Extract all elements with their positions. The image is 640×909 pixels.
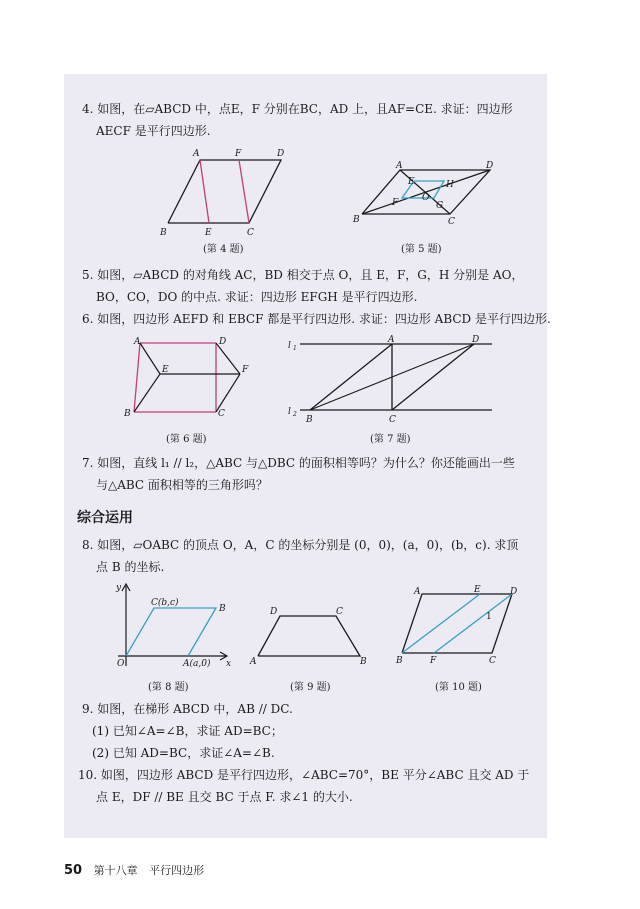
problem-4-text: 4. 如图，在▱ABCD 中，点E，F 分别在BC，AD 上，且AF=CE. 求证：四边形 — [82, 102, 513, 116]
svg-text:F: F — [430, 656, 437, 666]
figure-4 — [155, 148, 290, 238]
svg-text:B: B — [124, 409, 131, 419]
problem-5-text-cont: BO，CO，DO 的中点. 求证：四边形 EFGH 是平行四边形. — [96, 290, 418, 304]
problem-10-text-cont: 点 E，DF // BE 且交 BC 于点 F. 求∠1 的大小. — [96, 790, 353, 804]
svg-text:B: B — [219, 604, 226, 614]
svg-text:F: F — [235, 149, 242, 159]
problem-8-text: 8. 如图，▱OABC 的顶点 O，A，C 的坐标分别是 (0，0)，(a，0)，(b，c). 求顶 — [82, 538, 519, 552]
svg-text:O: O — [117, 659, 125, 669]
svg-text:E: E — [162, 365, 169, 375]
problem-10-text: 10. 如图，四边形 ABCD 是平行四边形，∠ABC=70°，BE 平分∠ABC 且交 AD 于 — [78, 768, 530, 782]
svg-text:B: B — [306, 415, 313, 425]
svg-text:A(a,0): A(a,0) — [183, 659, 211, 669]
svg-text:y: y — [116, 583, 122, 593]
caption-fig10: (第 10 题) — [435, 682, 482, 693]
problem-9-text: 9. 如图，在梯形 ABCD 中，AB // DC. — [82, 702, 293, 716]
svg-text:G: G — [436, 201, 444, 211]
svg-text:E: E — [205, 228, 212, 238]
problem-4-text-cont: AECF 是平行四边形. — [96, 124, 211, 138]
footer — [64, 862, 204, 878]
svg-text:E: E — [474, 585, 481, 595]
svg-text:C: C — [247, 228, 254, 238]
svg-text:1: 1 — [486, 612, 492, 622]
svg-text:C: C — [218, 409, 225, 419]
svg-text:H: H — [446, 180, 454, 190]
svg-text:A: A — [134, 337, 141, 347]
section-title: 综合运用 — [77, 510, 133, 526]
caption-fig5: (第 5 题) — [401, 244, 442, 255]
problem-7-text: 7. 如图，直线 l₁ // l₂，△ABC 与△DBC 的面积相等吗？为什么？你还能画出一些 — [82, 456, 515, 470]
svg-text:B: B — [353, 215, 360, 225]
svg-text:C: C — [389, 415, 396, 425]
figure-10 — [394, 586, 524, 666]
problem-9-sub1: (1) 已知∠A=∠B，求证 AD=BC； — [92, 724, 283, 738]
page-number: 50 — [64, 863, 83, 878]
svg-text:F: F — [392, 198, 399, 208]
figure-8 — [108, 580, 238, 675]
chapter-title: 平行四边形 — [149, 864, 205, 877]
svg-text:E: E — [408, 177, 415, 187]
svg-text:x: x — [226, 659, 232, 669]
chapter-label: 第十八章 — [93, 864, 138, 877]
svg-text:B: B — [396, 656, 403, 666]
svg-text:B: B — [360, 657, 367, 667]
svg-text:C: C — [336, 607, 343, 617]
svg-text:A: A — [388, 335, 395, 345]
caption-fig8: (第 8 题) — [148, 682, 189, 693]
problem-6-text: 6. 如图，四边形 AEFD 和 EBCF 都是平行四边形. 求证：四边形 ABCD 是平行四边形. — [82, 312, 551, 326]
caption-fig7: (第 7 题) — [370, 434, 411, 445]
svg-text:D: D — [486, 161, 494, 171]
problem-8-text-cont: 点 B 的坐标. — [96, 560, 165, 574]
svg-text:A: A — [193, 149, 200, 159]
caption-fig9: (第 9 题) — [290, 682, 331, 693]
caption-fig4: (第 4 题) — [203, 244, 244, 255]
svg-text:l: l — [288, 341, 291, 351]
figure-7 — [284, 336, 494, 426]
figure-6 — [124, 336, 254, 418]
svg-text:B: B — [160, 228, 167, 238]
problem-9-sub2: (2) 已知 AD=BC，求证∠A=∠B. — [92, 746, 275, 760]
figure-9 — [250, 604, 375, 666]
svg-text:O: O — [422, 193, 430, 203]
svg-text:D: D — [270, 607, 278, 617]
svg-text:1: 1 — [293, 345, 297, 352]
problem-5-text: 5. 如图，▱ABCD 的对角线 AC，BD 相交于点 O，且 E，F，G，H 分别是 AO， — [82, 268, 524, 282]
svg-text:l: l — [288, 407, 291, 417]
svg-text:C: C — [489, 656, 496, 666]
svg-text:D: D — [219, 337, 227, 347]
svg-text:A: A — [250, 657, 257, 667]
svg-text:F: F — [242, 365, 249, 375]
svg-text:C(b,c): C(b,c) — [151, 598, 179, 608]
svg-text:D: D — [277, 149, 285, 159]
svg-text:A: A — [414, 587, 421, 597]
svg-text:C: C — [448, 217, 455, 227]
caption-fig6: (第 6 题) — [166, 434, 207, 445]
problem-7-text-cont: 与△ABC 面积相等的三角形吗？ — [96, 478, 268, 492]
svg-text:2: 2 — [293, 411, 297, 418]
svg-text:D: D — [510, 587, 518, 597]
figure-5 — [352, 162, 492, 227]
svg-text:A: A — [396, 161, 403, 171]
svg-text:D: D — [472, 335, 480, 345]
